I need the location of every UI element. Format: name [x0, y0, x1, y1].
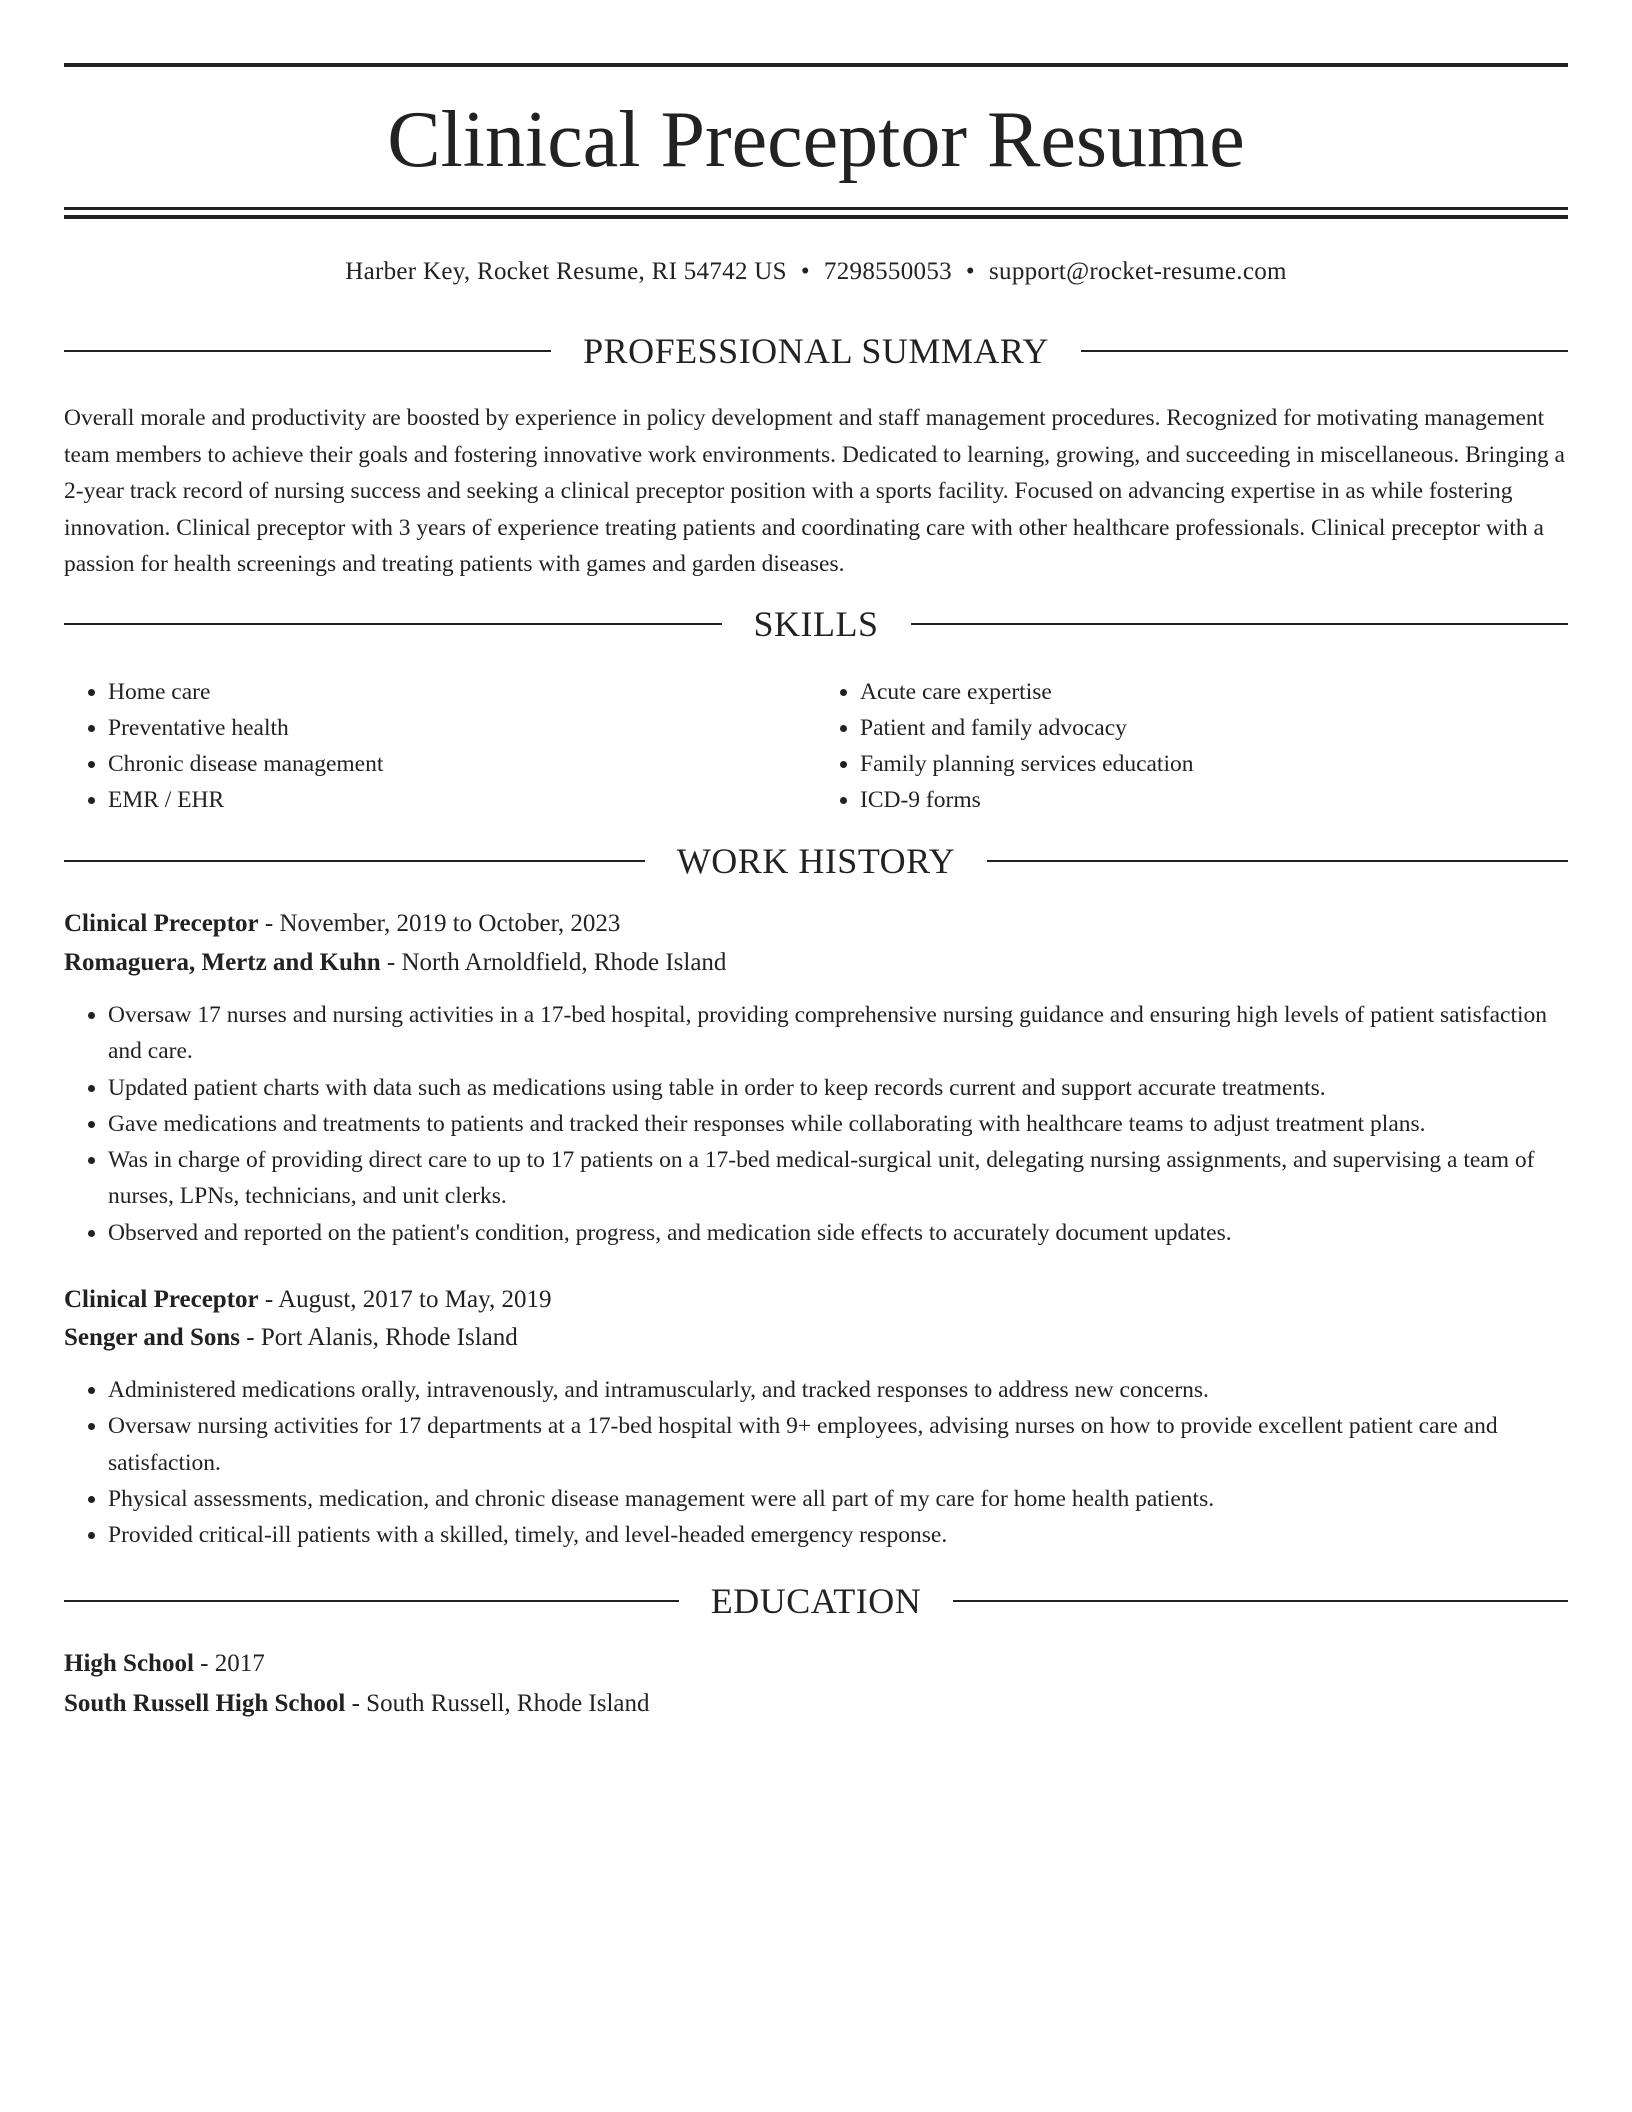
summary-heading	[64, 329, 1568, 373]
skill-item: • Family planning services education	[860, 746, 1568, 782]
heading-rule-left	[64, 1600, 679, 1602]
job-location: - Port Alanis, Rhode Island	[240, 1324, 518, 1351]
education-degree-line	[64, 1646, 1568, 1682]
job-bullets	[64, 1372, 1568, 1553]
contact-address: Harber Key, Rocket Resume, RI 54742 US	[345, 258, 787, 285]
skills-column-left	[64, 674, 816, 818]
education-heading-label: EDUCATION	[710, 1581, 922, 1621]
job-bullet: • Observed and reported on the patient's condition, progress, and medication side effects to accurately document updates.	[108, 1215, 1568, 1251]
job-title: Clinical Preceptor	[64, 1286, 259, 1313]
job-bullet: • Was in charge of providing direct care to up to 17 patients on a 17-bed medical-surgical unit, delegating nursing assignments, and supervising a team of nurses, LPNs, technicians, and unit clerks.	[108, 1142, 1568, 1215]
job-bullets	[64, 997, 1568, 1251]
job-title-line	[64, 1282, 1568, 1318]
job-location: - North Arnoldfield, Rhode Island	[380, 949, 727, 976]
job-dates: - August, 2017 to May, 2019	[258, 1286, 552, 1313]
top-rule	[64, 63, 1568, 67]
work-heading	[64, 839, 1568, 883]
skill-item: • Home care	[108, 674, 816, 710]
summary-heading-label: PROFESSIONAL SUMMARY	[583, 331, 1049, 371]
contact-email: support@rocket-resume.com	[988, 258, 1287, 285]
title-rule-lower	[64, 215, 1568, 219]
education-school: South Russell High School	[64, 1690, 346, 1717]
contact-line	[64, 254, 1568, 290]
skill-item: • EMR / EHR	[108, 782, 816, 818]
skill-item: • ICD-9 forms	[860, 782, 1568, 818]
job-company: Romaguera, Mertz and Kuhn	[64, 949, 381, 976]
skills-list	[64, 674, 1568, 818]
job-bullet: • Administered medications orally, intravenously, and intramuscularly, and tracked responses to address new concerns.	[108, 1372, 1568, 1408]
education-school-line	[64, 1686, 1568, 1722]
job-bullet: • Oversaw 17 nurses and nursing activities in a 17-bed hospital, providing comprehensive nursing guidance and ensuring high levels of patient satisfaction and care.	[108, 997, 1568, 1070]
job-title-line	[64, 906, 1568, 942]
skill-item: • Patient and family advocacy	[860, 710, 1568, 746]
skill-item: • Preventative health	[108, 710, 816, 746]
job-org-line	[64, 945, 1568, 981]
heading-rule-right	[953, 1600, 1568, 1602]
heading-rule-left	[64, 623, 722, 625]
education-heading	[64, 1579, 1568, 1623]
resume-title: Clinical Preceptor Resume	[387, 96, 1245, 184]
job-bullet: • Provided critical-ill patients with a skilled, timely, and level-headed emergency response.	[108, 1517, 1568, 1553]
job-org-line	[64, 1320, 1568, 1356]
job-company: Senger and Sons	[64, 1324, 240, 1351]
heading-rule-right	[911, 623, 1569, 625]
heading-rule-right	[1081, 350, 1568, 352]
job-bullet: • Oversaw nursing activities for 17 departments at a 17-bed hospital with 9+ employees, advising nurses on how to provide excellent patient care and satisfaction.	[108, 1408, 1568, 1481]
education-year: - 2017	[193, 1650, 265, 1677]
title-rule-upper	[64, 207, 1568, 210]
contact-phone: 7298550053	[823, 258, 952, 285]
job-title: Clinical Preceptor	[64, 910, 259, 937]
heading-rule-left	[64, 350, 551, 352]
contact-separator: •	[965, 258, 975, 285]
job-bullet: • Gave medications and treatments to patients and tracked their responses while collaborating with healthcare teams to adjust treatment plans.	[108, 1106, 1568, 1142]
job-bullet: • Updated patient charts with data such as medications using table in order to keep records current and support accurate treatments.	[108, 1070, 1568, 1106]
education-location: - South Russell, Rhode Island	[345, 1690, 650, 1717]
summary-text: Overall morale and productivity are boosted by experience in policy development and staff management procedures. Recognized for motivating management team members to achieve their goals and fostering innovative work environments. Dedicated to learning, growing, and succeeding in miscellaneous. Bringing a 2-year track record of nursing success and seeking a clinical preceptor position with a sports facility. Focused on advancing expertise in as while fostering innovation. Clinical preceptor with 3 years of experience treating patients and coordinating care with other healthcare professionals. Clinical preceptor with a passion for health screenings and treating patients with games and garden diseases.	[64, 405, 1565, 577]
skill-item: • Chronic disease management	[108, 746, 816, 782]
work-heading-label: WORK HISTORY	[676, 841, 956, 881]
skills-column-right	[816, 674, 1568, 818]
education-degree: High School	[64, 1650, 194, 1677]
skills-heading-label: SKILLS	[753, 604, 879, 644]
heading-rule-right	[987, 860, 1568, 862]
job-bullet: • Physical assessments, medication, and chronic disease management were all part of my care for home health patients.	[108, 1481, 1568, 1517]
contact-separator: •	[800, 258, 810, 285]
skill-item: • Acute care expertise	[860, 674, 1568, 710]
skills-heading	[64, 602, 1568, 646]
job-dates: - November, 2019 to October, 2023	[258, 910, 621, 937]
heading-rule-left	[64, 860, 645, 862]
